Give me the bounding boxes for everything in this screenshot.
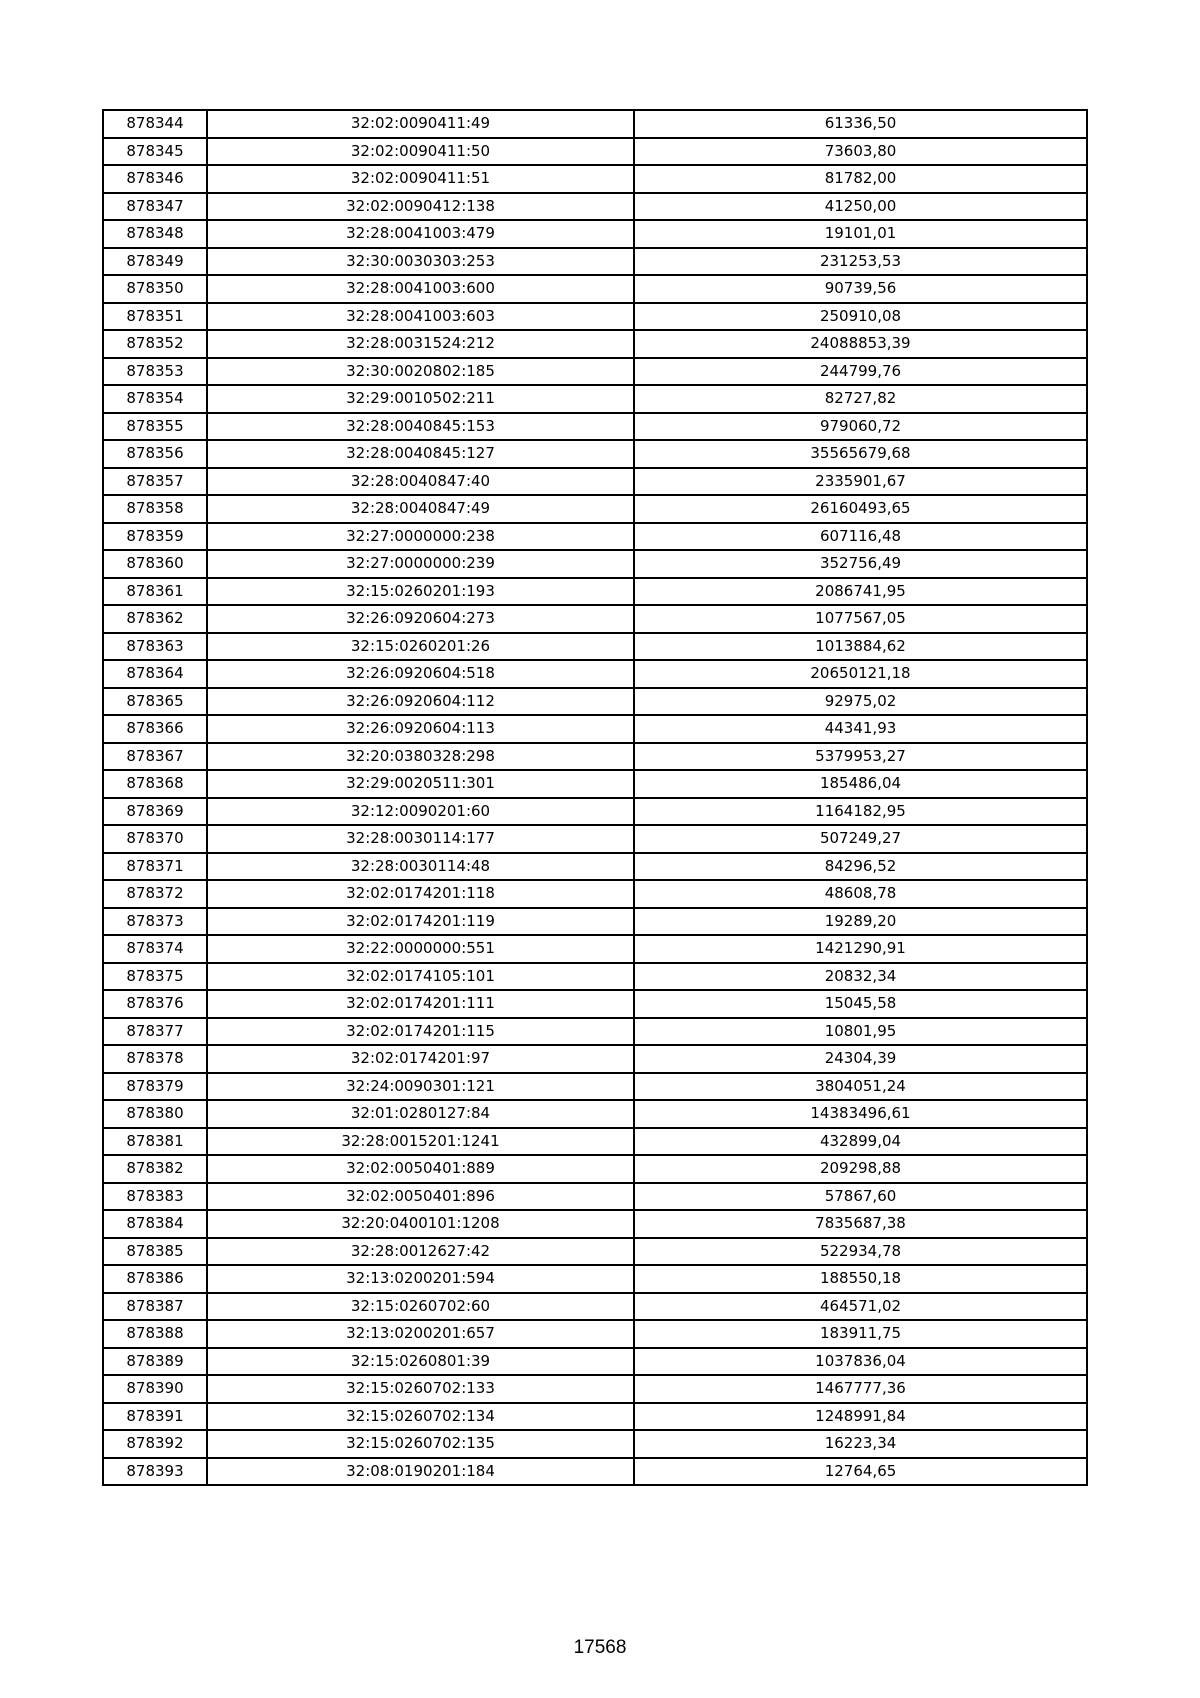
value-cell: 19101,01 <box>634 220 1087 248</box>
cadastral-number-cell: 32:20:0380328:298 <box>207 743 634 771</box>
cadastral-number-cell: 32:02:0174201:97 <box>207 1045 634 1073</box>
cadastral-number-cell: 32:28:0012627:42 <box>207 1238 634 1266</box>
value-cell: 24304,39 <box>634 1045 1087 1073</box>
table-row <box>103 1458 1087 1486</box>
row-number-cell: 878369 <box>103 798 207 826</box>
table-row <box>103 1375 1087 1403</box>
row-number-cell: 878349 <box>103 248 207 276</box>
value-cell: 81782,00 <box>634 165 1087 193</box>
cadastral-number-cell: 32:28:0031524:212 <box>207 330 634 358</box>
row-number-cell: 878361 <box>103 578 207 606</box>
cadastral-number-cell: 32:26:0920604:518 <box>207 660 634 688</box>
row-number-cell: 878364 <box>103 660 207 688</box>
table-row <box>103 1045 1087 1073</box>
value-cell: 24088853,39 <box>634 330 1087 358</box>
value-cell: 20650121,18 <box>634 660 1087 688</box>
table-row <box>103 440 1087 468</box>
row-number-cell: 878383 <box>103 1183 207 1211</box>
value-cell: 73603,80 <box>634 138 1087 166</box>
cadastral-number-cell: 32:27:0000000:238 <box>207 523 634 551</box>
row-number-cell: 878347 <box>103 193 207 221</box>
table-row <box>103 633 1087 661</box>
value-cell: 507249,27 <box>634 825 1087 853</box>
row-number-cell: 878386 <box>103 1265 207 1293</box>
page-number: 17568 <box>573 1637 627 1658</box>
cadastral-number-cell: 32:02:0090411:49 <box>207 110 634 138</box>
table-row <box>103 1128 1087 1156</box>
table-row <box>103 385 1087 413</box>
row-number-cell: 878366 <box>103 715 207 743</box>
table-row <box>103 358 1087 386</box>
cadastral-value-table <box>102 109 1088 1486</box>
row-number-cell: 878372 <box>103 880 207 908</box>
cadastral-number-cell: 32:15:0260201:26 <box>207 633 634 661</box>
row-number-cell: 878390 <box>103 1375 207 1403</box>
table-row <box>103 715 1087 743</box>
cadastral-number-cell: 32:12:0090201:60 <box>207 798 634 826</box>
value-cell: 10801,95 <box>634 1018 1087 1046</box>
row-number-cell: 878371 <box>103 853 207 881</box>
table-row <box>103 688 1087 716</box>
value-cell: 979060,72 <box>634 413 1087 441</box>
cadastral-number-cell: 32:15:0260702:135 <box>207 1430 634 1458</box>
row-number-cell: 878365 <box>103 688 207 716</box>
cadastral-number-cell: 32:29:0010502:211 <box>207 385 634 413</box>
value-cell: 3804051,24 <box>634 1073 1087 1101</box>
cadastral-number-cell: 32:28:0030114:177 <box>207 825 634 853</box>
value-cell: 607116,48 <box>634 523 1087 551</box>
cadastral-number-cell: 32:15:0260801:39 <box>207 1348 634 1376</box>
value-cell: 48608,78 <box>634 880 1087 908</box>
table-row <box>103 220 1087 248</box>
table-row <box>103 825 1087 853</box>
table-row <box>103 770 1087 798</box>
value-cell: 84296,52 <box>634 853 1087 881</box>
table-row <box>103 1348 1087 1376</box>
value-cell: 1077567,05 <box>634 605 1087 633</box>
row-number-cell: 878378 <box>103 1045 207 1073</box>
cadastral-number-cell: 32:02:0174105:101 <box>207 963 634 991</box>
table-row <box>103 1073 1087 1101</box>
row-number-cell: 878379 <box>103 1073 207 1101</box>
row-number-cell: 878392 <box>103 1430 207 1458</box>
value-cell: 41250,00 <box>634 193 1087 221</box>
value-cell: 231253,53 <box>634 248 1087 276</box>
value-cell: 1164182,95 <box>634 798 1087 826</box>
value-cell: 61336,50 <box>634 110 1087 138</box>
row-number-cell: 878348 <box>103 220 207 248</box>
value-cell: 1013884,62 <box>634 633 1087 661</box>
cadastral-number-cell: 32:20:0400101:1208 <box>207 1210 634 1238</box>
cadastral-number-cell: 32:28:0040845:153 <box>207 413 634 441</box>
row-number-cell: 878375 <box>103 963 207 991</box>
table-row <box>103 138 1087 166</box>
cadastral-number-cell: 32:13:0200201:657 <box>207 1320 634 1348</box>
row-number-cell: 878387 <box>103 1293 207 1321</box>
row-number-cell: 878360 <box>103 550 207 578</box>
table-row <box>103 110 1087 138</box>
table-row <box>103 303 1087 331</box>
cadastral-number-cell: 32:02:0174201:118 <box>207 880 634 908</box>
value-cell: 250910,08 <box>634 303 1087 331</box>
cadastral-number-cell: 32:28:0030114:48 <box>207 853 634 881</box>
cadastral-number-cell: 32:13:0200201:594 <box>207 1265 634 1293</box>
value-cell: 12764,65 <box>634 1458 1087 1486</box>
value-cell: 19289,20 <box>634 908 1087 936</box>
cadastral-number-cell: 32:30:0020802:185 <box>207 358 634 386</box>
table-row <box>103 1293 1087 1321</box>
row-number-cell: 878350 <box>103 275 207 303</box>
table-row <box>103 1430 1087 1458</box>
row-number-cell: 878363 <box>103 633 207 661</box>
table-row <box>103 165 1087 193</box>
row-number-cell: 878388 <box>103 1320 207 1348</box>
table-row <box>103 743 1087 771</box>
cadastral-number-cell: 32:30:0030303:253 <box>207 248 634 276</box>
cadastral-number-cell: 32:01:0280127:84 <box>207 1100 634 1128</box>
table-body <box>103 110 1087 1485</box>
table-row <box>103 1403 1087 1431</box>
row-number-cell: 878381 <box>103 1128 207 1156</box>
row-number-cell: 878380 <box>103 1100 207 1128</box>
cadastral-number-cell: 32:02:0174201:111 <box>207 990 634 1018</box>
value-cell: 432899,04 <box>634 1128 1087 1156</box>
cadastral-number-cell: 32:26:0920604:112 <box>207 688 634 716</box>
row-number-cell: 878389 <box>103 1348 207 1376</box>
value-cell: 26160493,65 <box>634 495 1087 523</box>
row-number-cell: 878384 <box>103 1210 207 1238</box>
cadastral-number-cell: 32:08:0190201:184 <box>207 1458 634 1486</box>
value-cell: 2086741,95 <box>634 578 1087 606</box>
value-cell: 185486,04 <box>634 770 1087 798</box>
cadastral-number-cell: 32:28:0040845:127 <box>207 440 634 468</box>
table-row <box>103 963 1087 991</box>
row-number-cell: 878370 <box>103 825 207 853</box>
value-cell: 209298,88 <box>634 1155 1087 1183</box>
cadastral-number-cell: 32:15:0260702:134 <box>207 1403 634 1431</box>
value-cell: 1467777,36 <box>634 1375 1087 1403</box>
value-cell: 188550,18 <box>634 1265 1087 1293</box>
value-cell: 44341,93 <box>634 715 1087 743</box>
cadastral-number-cell: 32:24:0090301:121 <box>207 1073 634 1101</box>
row-number-cell: 878353 <box>103 358 207 386</box>
table-row <box>103 798 1087 826</box>
row-number-cell: 878356 <box>103 440 207 468</box>
table-row <box>103 495 1087 523</box>
table-row <box>103 1183 1087 1211</box>
row-number-cell: 878376 <box>103 990 207 1018</box>
value-cell: 16223,34 <box>634 1430 1087 1458</box>
row-number-cell: 878355 <box>103 413 207 441</box>
cadastral-number-cell: 32:26:0920604:113 <box>207 715 634 743</box>
value-cell: 15045,58 <box>634 990 1087 1018</box>
value-cell: 352756,49 <box>634 550 1087 578</box>
table-row <box>103 248 1087 276</box>
value-cell: 92975,02 <box>634 688 1087 716</box>
row-number-cell: 878367 <box>103 743 207 771</box>
row-number-cell: 878362 <box>103 605 207 633</box>
row-number-cell: 878393 <box>103 1458 207 1486</box>
cadastral-number-cell: 32:15:0260702:133 <box>207 1375 634 1403</box>
cadastral-number-cell: 32:02:0050401:889 <box>207 1155 634 1183</box>
table-row <box>103 990 1087 1018</box>
row-number-cell: 878358 <box>103 495 207 523</box>
row-number-cell: 878368 <box>103 770 207 798</box>
value-cell: 57867,60 <box>634 1183 1087 1211</box>
value-cell: 1037836,04 <box>634 1348 1087 1376</box>
value-cell: 82727,82 <box>634 385 1087 413</box>
row-number-cell: 878359 <box>103 523 207 551</box>
cadastral-number-cell: 32:28:0041003:600 <box>207 275 634 303</box>
cadastral-number-cell: 32:02:0090411:50 <box>207 138 634 166</box>
cadastral-number-cell: 32:29:0020511:301 <box>207 770 634 798</box>
value-cell: 2335901,67 <box>634 468 1087 496</box>
table-row <box>103 413 1087 441</box>
table-row <box>103 1100 1087 1128</box>
row-number-cell: 878385 <box>103 1238 207 1266</box>
value-cell: 1421290,91 <box>634 935 1087 963</box>
table-row <box>103 853 1087 881</box>
table-row <box>103 275 1087 303</box>
table-row <box>103 330 1087 358</box>
row-number-cell: 878377 <box>103 1018 207 1046</box>
cadastral-number-cell: 32:28:0041003:479 <box>207 220 634 248</box>
value-cell: 183911,75 <box>634 1320 1087 1348</box>
table-row <box>103 1210 1087 1238</box>
value-cell: 7835687,38 <box>634 1210 1087 1238</box>
table-row <box>103 468 1087 496</box>
cadastral-number-cell: 32:28:0041003:603 <box>207 303 634 331</box>
cadastral-number-cell: 32:02:0090411:51 <box>207 165 634 193</box>
table-row <box>103 1238 1087 1266</box>
row-number-cell: 878357 <box>103 468 207 496</box>
cadastral-number-cell: 32:15:0260201:193 <box>207 578 634 606</box>
cadastral-number-cell: 32:02:0174201:119 <box>207 908 634 936</box>
cadastral-number-cell: 32:15:0260702:60 <box>207 1293 634 1321</box>
table-row <box>103 880 1087 908</box>
table-row <box>103 1018 1087 1046</box>
value-cell: 35565679,68 <box>634 440 1087 468</box>
row-number-cell: 878346 <box>103 165 207 193</box>
cadastral-number-cell: 32:02:0050401:896 <box>207 1183 634 1211</box>
row-number-cell: 878382 <box>103 1155 207 1183</box>
cadastral-number-cell: 32:26:0920604:273 <box>207 605 634 633</box>
table-row <box>103 550 1087 578</box>
value-cell: 244799,76 <box>634 358 1087 386</box>
table-row <box>103 660 1087 688</box>
table-row <box>103 1320 1087 1348</box>
table-row <box>103 605 1087 633</box>
cadastral-number-cell: 32:28:0040847:49 <box>207 495 634 523</box>
row-number-cell: 878391 <box>103 1403 207 1431</box>
row-number-cell: 878373 <box>103 908 207 936</box>
row-number-cell: 878344 <box>103 110 207 138</box>
value-cell: 522934,78 <box>634 1238 1087 1266</box>
table-row <box>103 1265 1087 1293</box>
table-row <box>103 908 1087 936</box>
table-row <box>103 578 1087 606</box>
row-number-cell: 878351 <box>103 303 207 331</box>
row-number-cell: 878374 <box>103 935 207 963</box>
cadastral-number-cell: 32:27:0000000:239 <box>207 550 634 578</box>
cadastral-number-cell: 32:02:0090412:138 <box>207 193 634 221</box>
value-cell: 20832,34 <box>634 963 1087 991</box>
row-number-cell: 878345 <box>103 138 207 166</box>
cadastral-number-cell: 32:28:0015201:1241 <box>207 1128 634 1156</box>
value-cell: 14383496,61 <box>634 1100 1087 1128</box>
cadastral-number-cell: 32:28:0040847:40 <box>207 468 634 496</box>
cadastral-number-cell: 32:22:0000000:551 <box>207 935 634 963</box>
row-number-cell: 878354 <box>103 385 207 413</box>
table-row <box>103 193 1087 221</box>
value-cell: 464571,02 <box>634 1293 1087 1321</box>
value-cell: 90739,56 <box>634 275 1087 303</box>
cadastral-number-cell: 32:02:0174201:115 <box>207 1018 634 1046</box>
value-cell: 5379953,27 <box>634 743 1087 771</box>
value-cell: 1248991,84 <box>634 1403 1087 1431</box>
row-number-cell: 878352 <box>103 330 207 358</box>
table-row <box>103 935 1087 963</box>
table-row <box>103 1155 1087 1183</box>
table-row <box>103 523 1087 551</box>
